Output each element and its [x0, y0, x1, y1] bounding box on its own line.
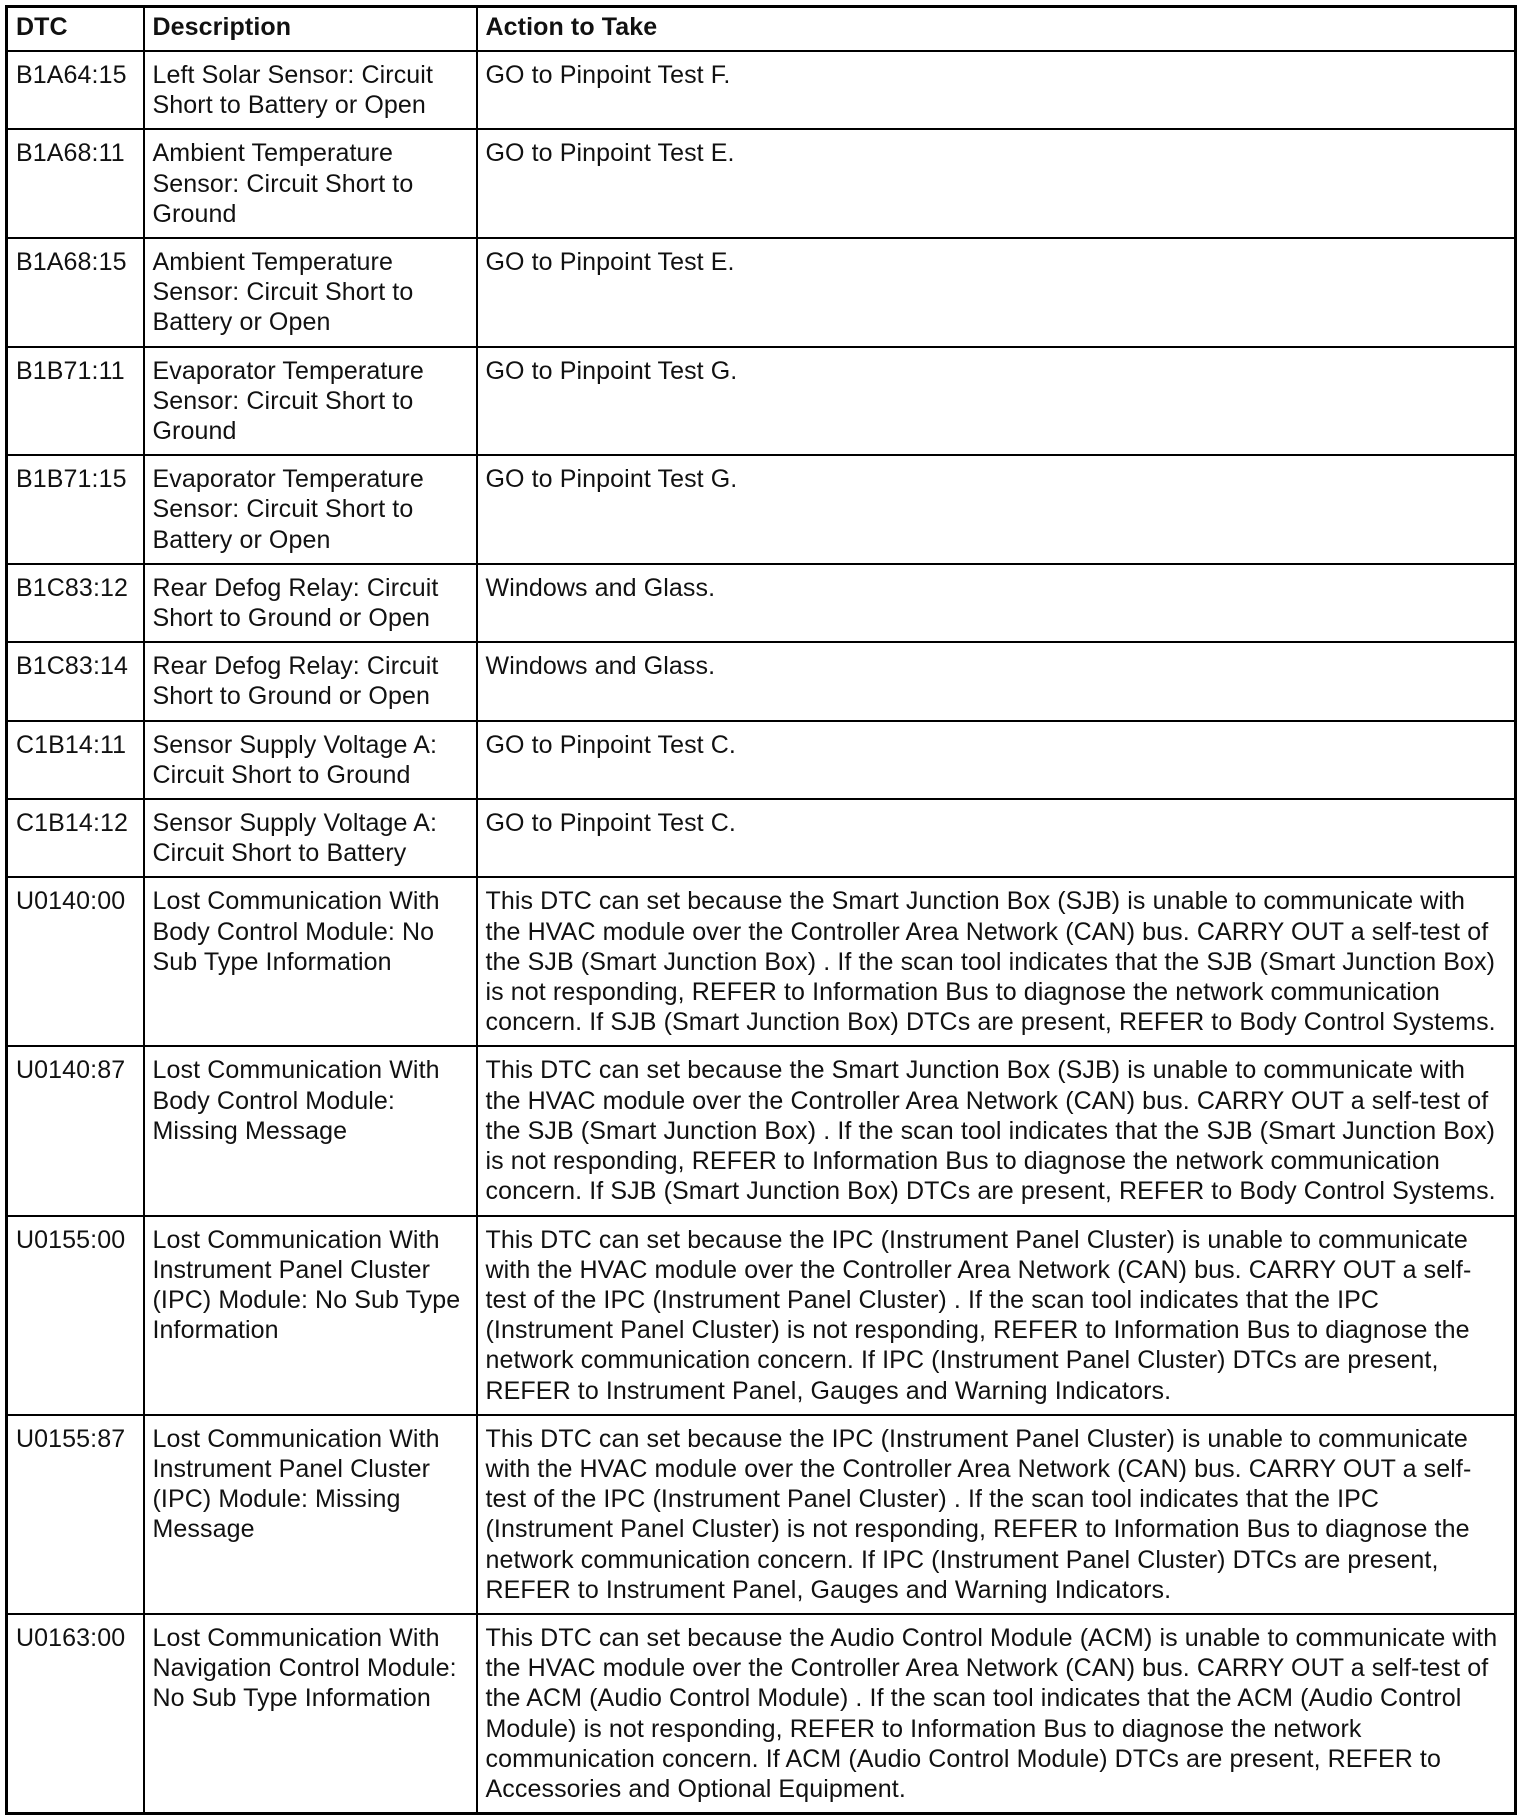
dtc-code: U0140:87 — [7, 1046, 144, 1215]
dtc-action: This DTC can set because the Smart Junction Box (SJB) is unable to communicate with the HVAC module over the Controller Area Network (CAN) bus. CARRY OUT a self-test of the SJB (Smart Junction Box) . If the scan tool indicates that the SJB (Smart Junction Box) is not responding, REFER to Information Bus to diagnose the network communication concern. If SJB (Smart Junction Box) DTCs are present, REFER to Body Control Systems. — [477, 877, 1516, 1046]
dtc-description: Evaporator Temperature Sensor: Circuit Short to Ground — [144, 347, 477, 456]
table-row — [7, 1216, 1516, 1415]
dtc-description: Lost Communication With Navigation Control Module: No Sub Type Information — [144, 1614, 477, 1814]
dtc-description: Lost Communication With Instrument Panel Cluster (IPC) Module: Missing Message — [144, 1415, 477, 1614]
table-row — [7, 455, 1516, 564]
table-row — [7, 347, 1516, 456]
dtc-description: Lost Communication With Body Control Module: No Sub Type Information — [144, 877, 477, 1046]
dtc-code: B1B71:11 — [7, 347, 144, 456]
dtc-action: GO to Pinpoint Test C. — [477, 799, 1516, 877]
table-row — [7, 1046, 1516, 1215]
table-row — [7, 564, 1516, 642]
table-row — [7, 1614, 1516, 1814]
dtc-code: C1B14:12 — [7, 799, 144, 877]
dtc-description: Rear Defog Relay: Circuit Short to Ground or Open — [144, 564, 477, 642]
dtc-description: Sensor Supply Voltage A: Circuit Short to Battery — [144, 799, 477, 877]
dtc-code: U0140:00 — [7, 877, 144, 1046]
table-row — [7, 877, 1516, 1046]
table-row — [7, 642, 1516, 720]
dtc-action: This DTC can set because the IPC (Instrument Panel Cluster) is unable to communicate with the HVAC module over the Controller Area Network (CAN) bus. CARRY OUT a self-test of the IPC (Instrument Panel Cluster) . If the scan tool indicates that the IPC (Instrument Panel Cluster) is not responding, REFER to Information Bus to diagnose the network communication concern. If IPC (Instrument Panel Cluster) DTCs are present, REFER to Instrument Panel, Gauges and Warning Indicators. — [477, 1216, 1516, 1415]
dtc-code: B1A68:15 — [7, 238, 144, 347]
header-dtc: DTC — [7, 7, 144, 52]
dtc-description: Sensor Supply Voltage A: Circuit Short to Ground — [144, 721, 477, 799]
table-row — [7, 51, 1516, 129]
dtc-description: Left Solar Sensor: Circuit Short to Battery or Open — [144, 51, 477, 129]
table-row — [7, 238, 1516, 347]
table-row — [7, 1415, 1516, 1614]
header-row — [7, 7, 1516, 52]
dtc-code: B1C83:12 — [7, 564, 144, 642]
dtc-code: B1B71:15 — [7, 455, 144, 564]
dtc-description: Ambient Temperature Sensor: Circuit Short to Ground — [144, 129, 477, 238]
dtc-description: Lost Communication With Instrument Panel Cluster (IPC) Module: No Sub Type Information — [144, 1216, 477, 1415]
header-description: Description — [144, 7, 477, 52]
dtc-code: B1A64:15 — [7, 51, 144, 129]
table-header — [7, 7, 1516, 52]
dtc-action: GO to Pinpoint Test F. — [477, 51, 1516, 129]
dtc-description: Ambient Temperature Sensor: Circuit Short to Battery or Open — [144, 238, 477, 347]
dtc-code: B1A68:11 — [7, 129, 144, 238]
table-row — [7, 799, 1516, 877]
dtc-action: This DTC can set because the IPC (Instrument Panel Cluster) is unable to communicate with the HVAC module over the Controller Area Network (CAN) bus. CARRY OUT a self-test of the IPC (Instrument Panel Cluster) . If the scan tool indicates that the IPC (Instrument Panel Cluster) is not responding, REFER to Information Bus to diagnose the network communication concern. If IPC (Instrument Panel Cluster) DTCs are present, REFER to Instrument Panel, Gauges and Warning Indicators. — [477, 1415, 1516, 1614]
dtc-action: GO to Pinpoint Test G. — [477, 455, 1516, 564]
dtc-code: U0155:00 — [7, 1216, 144, 1415]
dtc-description: Lost Communication With Body Control Module: Missing Message — [144, 1046, 477, 1215]
dtc-table — [5, 5, 1517, 1815]
dtc-action: GO to Pinpoint Test E. — [477, 238, 1516, 347]
dtc-action: GO to Pinpoint Test E. — [477, 129, 1516, 238]
table-row — [7, 721, 1516, 799]
table-row — [7, 129, 1516, 238]
dtc-action: Windows and Glass. — [477, 642, 1516, 720]
dtc-action: This DTC can set because the Audio Control Module (ACM) is unable to communicate with the HVAC module over the Controller Area Network (CAN) bus. CARRY OUT a self-test of the ACM (Audio Control Module) . If the scan tool indicates that the ACM (Audio Control Module) is not responding, REFER to Information Bus to diagnose the network communication concern. If ACM (Audio Control Module) DTCs are present, REFER to Accessories and Optional Equipment. — [477, 1614, 1516, 1814]
dtc-code: C1B14:11 — [7, 721, 144, 799]
dtc-action: GO to Pinpoint Test C. — [477, 721, 1516, 799]
dtc-action: GO to Pinpoint Test G. — [477, 347, 1516, 456]
dtc-action: Windows and Glass. — [477, 564, 1516, 642]
table-body — [7, 51, 1516, 1814]
dtc-code: U0155:87 — [7, 1415, 144, 1614]
header-action: Action to Take — [477, 7, 1516, 52]
dtc-code: B1C83:14 — [7, 642, 144, 720]
dtc-code: U0163:00 — [7, 1614, 144, 1814]
dtc-action: This DTC can set because the Smart Junction Box (SJB) is unable to communicate with the HVAC module over the Controller Area Network (CAN) bus. CARRY OUT a self-test of the SJB (Smart Junction Box) . If the scan tool indicates that the SJB (Smart Junction Box) is not responding, REFER to Information Bus to diagnose the network communication concern. If SJB (Smart Junction Box) DTCs are present, REFER to Body Control Systems. — [477, 1046, 1516, 1215]
dtc-description: Evaporator Temperature Sensor: Circuit Short to Battery or Open — [144, 455, 477, 564]
dtc-description: Rear Defog Relay: Circuit Short to Ground or Open — [144, 642, 477, 720]
